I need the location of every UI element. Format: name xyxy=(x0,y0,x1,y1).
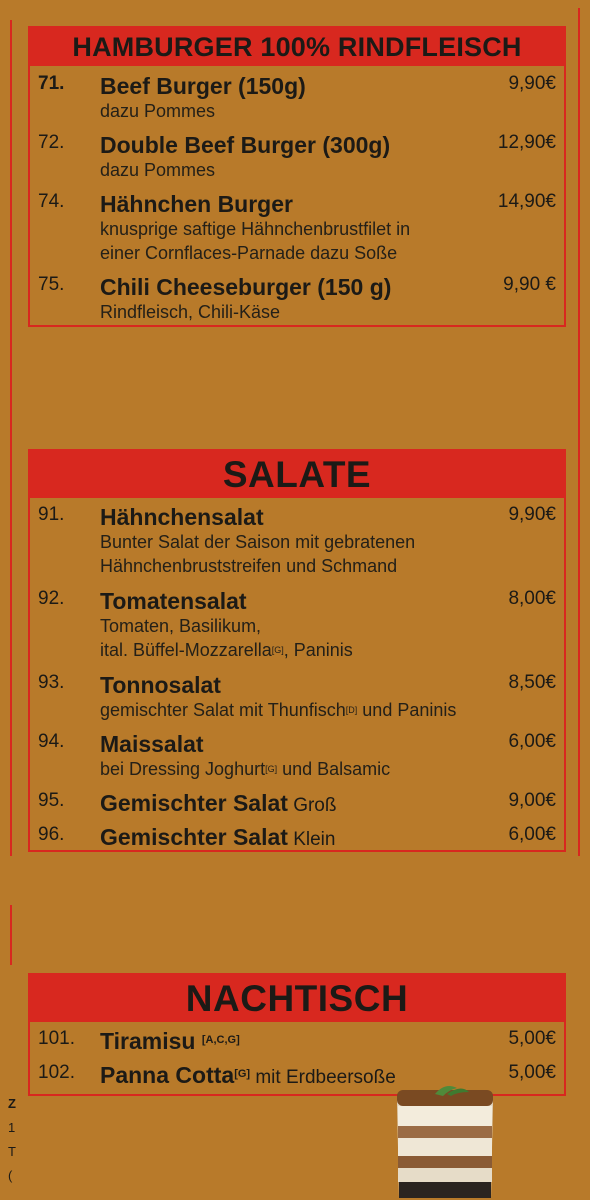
allergen-code: [G] xyxy=(271,645,284,655)
item-number: 102. xyxy=(38,1062,75,1083)
menu-item-93 xyxy=(30,669,564,728)
cut-off-letter: Z xyxy=(8,1096,16,1111)
menu-item-91 xyxy=(30,501,564,585)
item-number: 91. xyxy=(38,504,65,525)
item-name-text: Gemischter Salat xyxy=(100,824,288,850)
allergen-code: [D] xyxy=(345,705,358,715)
allergen-code: [A,C,G] xyxy=(201,1034,240,1046)
item-price: 6,00€ xyxy=(508,824,556,845)
item-name: Hähnchen Burger xyxy=(100,191,293,217)
cut-off-letter: ( xyxy=(8,1168,13,1183)
item-description: dazu Pommes xyxy=(100,101,216,121)
section-nachtisch xyxy=(28,973,566,1096)
menu-item-71 xyxy=(30,70,564,129)
item-size: Groß xyxy=(287,795,337,816)
item-number: 71. xyxy=(38,73,65,94)
allergen-code: [G] xyxy=(234,1068,251,1080)
item-name-text: Gemischter Salat xyxy=(100,790,288,816)
item-price: 6,00€ xyxy=(508,731,556,752)
item-number: 95. xyxy=(38,790,65,811)
item-name: Double Beef Burger (300g) xyxy=(100,132,391,158)
item-name: Beef Burger (150g) xyxy=(100,73,306,99)
item-price: 14,90€ xyxy=(497,191,556,212)
item-name: Tonnosalat xyxy=(100,672,221,698)
section-title: NACHTISCH xyxy=(30,975,564,1022)
left-edge-line xyxy=(10,20,12,856)
item-price: 5,00€ xyxy=(508,1062,556,1083)
menu-item-92 xyxy=(30,585,564,669)
item-price: 9,90 € xyxy=(503,274,556,295)
item-description: einer Cornflaces-Parnade dazu Soße xyxy=(100,243,398,263)
cut-off-text xyxy=(8,1092,16,1188)
item-description: Rindfleisch, Chili-Käse xyxy=(100,302,281,322)
item-name xyxy=(100,1025,474,1054)
menu-item-75 xyxy=(30,271,564,329)
menu-item-95 xyxy=(30,787,564,821)
item-description: knusprige saftige Hähnchenbrustfilet in xyxy=(100,219,411,239)
item-number: 72. xyxy=(38,132,65,153)
item-description xyxy=(100,638,474,662)
item-description: dazu Pommes xyxy=(100,160,216,180)
left-edge-line-lower xyxy=(10,905,12,965)
item-name-text: Tiramisu xyxy=(100,1028,196,1054)
item-note: mit Erdbeersoße xyxy=(250,1067,396,1088)
desc-text: gemischter Salat mit Thunfisch xyxy=(100,700,346,720)
item-price: 5,00€ xyxy=(508,1028,556,1049)
tiramisu-glass-image xyxy=(395,1080,495,1200)
item-number: 92. xyxy=(38,588,65,609)
item-number: 94. xyxy=(38,731,65,752)
section-title: HAMBURGER 100% RINDFLEISCH xyxy=(30,28,564,66)
section-hamburger xyxy=(28,26,566,327)
item-price: 9,00€ xyxy=(508,790,556,811)
allergen-code: [G] xyxy=(265,764,278,774)
desc-text: ital. Büffel-Mozzarella xyxy=(100,640,272,660)
cut-off-letter: T xyxy=(8,1144,16,1159)
desc-text: und Balsamic xyxy=(277,759,391,779)
item-name: Chili Cheeseburger (150 g) xyxy=(100,274,392,300)
item-price: 9,90€ xyxy=(508,73,556,94)
item-description: Bunter Salat der Saison mit gebratenen xyxy=(100,532,416,552)
item-number: 93. xyxy=(38,672,65,693)
desc-text: , Paninis xyxy=(283,640,353,660)
item-number: 75. xyxy=(38,274,65,295)
item-price: 9,90€ xyxy=(508,504,556,525)
item-number: 74. xyxy=(38,191,65,212)
item-description: Hähnchenbruststreifen und Schmand xyxy=(100,556,398,576)
item-price: 8,00€ xyxy=(508,588,556,609)
menu-item-96 xyxy=(30,821,564,855)
item-name-text: Panna Cotta xyxy=(100,1062,235,1088)
item-description: Tomaten, Basilikum, xyxy=(100,616,262,636)
menu-item-72 xyxy=(30,129,564,188)
cut-off-letter: 1 xyxy=(8,1120,16,1135)
menu-item-74 xyxy=(30,188,564,271)
menu-item-101 xyxy=(30,1025,564,1059)
menu-item-94 xyxy=(30,728,564,787)
item-number: 96. xyxy=(38,824,65,845)
item-name xyxy=(100,821,474,853)
item-name xyxy=(100,787,474,819)
section-salate xyxy=(28,449,566,852)
item-price: 12,90€ xyxy=(497,132,556,153)
item-name: Maissalat xyxy=(100,731,204,757)
section-title: SALATE xyxy=(30,451,564,498)
item-name: Hähnchensalat xyxy=(100,504,264,530)
desc-text: und Paninis xyxy=(357,700,457,720)
item-number: 101. xyxy=(38,1028,75,1049)
item-description xyxy=(100,757,474,781)
item-description xyxy=(100,698,474,722)
right-edge-line xyxy=(578,8,580,856)
item-name: Tomatensalat xyxy=(100,588,247,614)
desc-text: bei Dressing Joghurt xyxy=(100,759,266,779)
item-price: 8,50€ xyxy=(508,672,556,693)
item-size: Klein xyxy=(287,829,336,850)
